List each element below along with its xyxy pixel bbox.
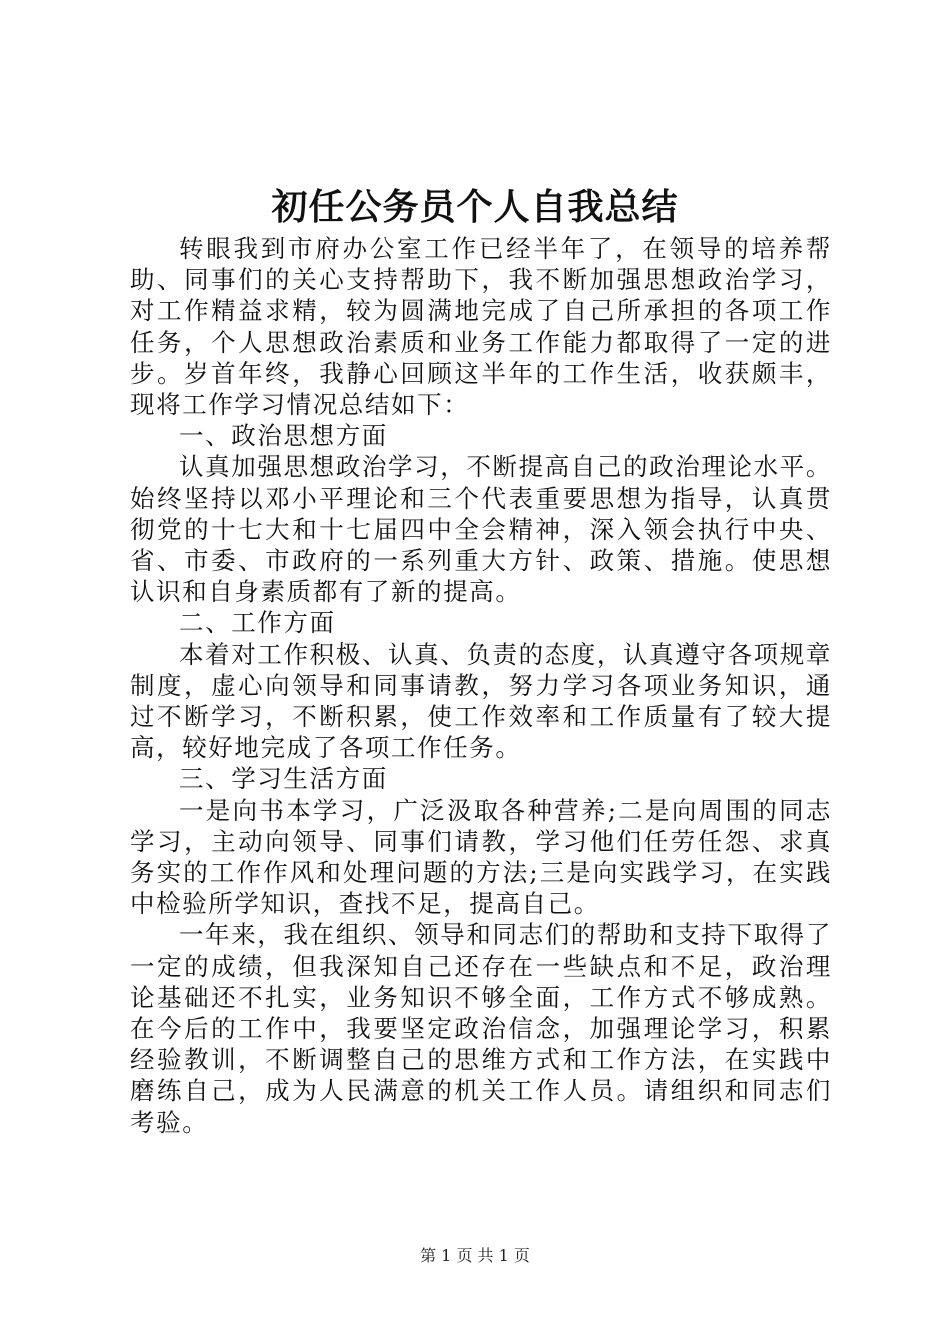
section-heading-politics: 一、政治思想方面 <box>179 421 388 451</box>
intro-paragraph: 转眼我到市府办公室工作已经半年了，在领导的培养帮助、同事们的关心支持帮助下，我不断加强思想政治学习，对工作精益求精，较为圆满地完成了自己所承担的各项工作任务，个人思想政治素质和业务工作能力都取得了一定的进步。岁首年终，我静心回顾这半年的工作生活，收获颇丰，现将工作学习情况总结如下： <box>130 234 832 420</box>
work-paragraph: 本着对工作积极、认真、负责的态度，认真遵守各项规章制度，虚心向领导和同事请教，努力学习各项业务知识，通过不断学习，不断积累，使工作效率和工作质量有了较大提高，较好地完成了各项工作任务。 <box>130 639 832 763</box>
conclusion-paragraph: 一年来，我在组织、领导和同志们的帮助和支持下取得了一定的成绩，但我深知自己还存在一些缺点和不足，政治理论基础还不扎实，业务知识不够全面，工作方式不够成熟。在今后的工作中，我要坚定政治信念，加强理论学习，积累经验教训，不断调整自己的思维方式和工作方法，在实践中磨练自己，成为人民满意的机关工作人员。请组织和同志们考验。 <box>130 920 832 1137</box>
study-paragraph: 一是向书本学习，广泛汲取各种营养;二是向周围的同志学习，主动向领导、同事们请教，学习他们任劳任怨、求真务实的工作作风和处理问题的方法;三是向实践学习，在实践中检验所学知识，查找不足，提高自己。 <box>130 795 832 919</box>
document-body <box>130 233 832 1138</box>
document-title: 初任公务员个人自我总结 <box>271 186 679 228</box>
section-heading-study: 三、学习生活方面 <box>179 764 388 794</box>
page-footer: 第 1 页 共 1 页 <box>420 1246 530 1265</box>
section-heading-work: 二、工作方面 <box>179 608 336 638</box>
politics-paragraph: 认真加强思想政治学习，不断提高自己的政治理论水平。始终坚持以邓小平理论和三个代表重要思想为指导，认真贯彻党的十七大和十七届四中全会精神，深入领会执行中央、省、市委、市政府的一系列重大方针、政策、措施。使思想认识和自身素质都有了新的提高。 <box>130 452 832 607</box>
